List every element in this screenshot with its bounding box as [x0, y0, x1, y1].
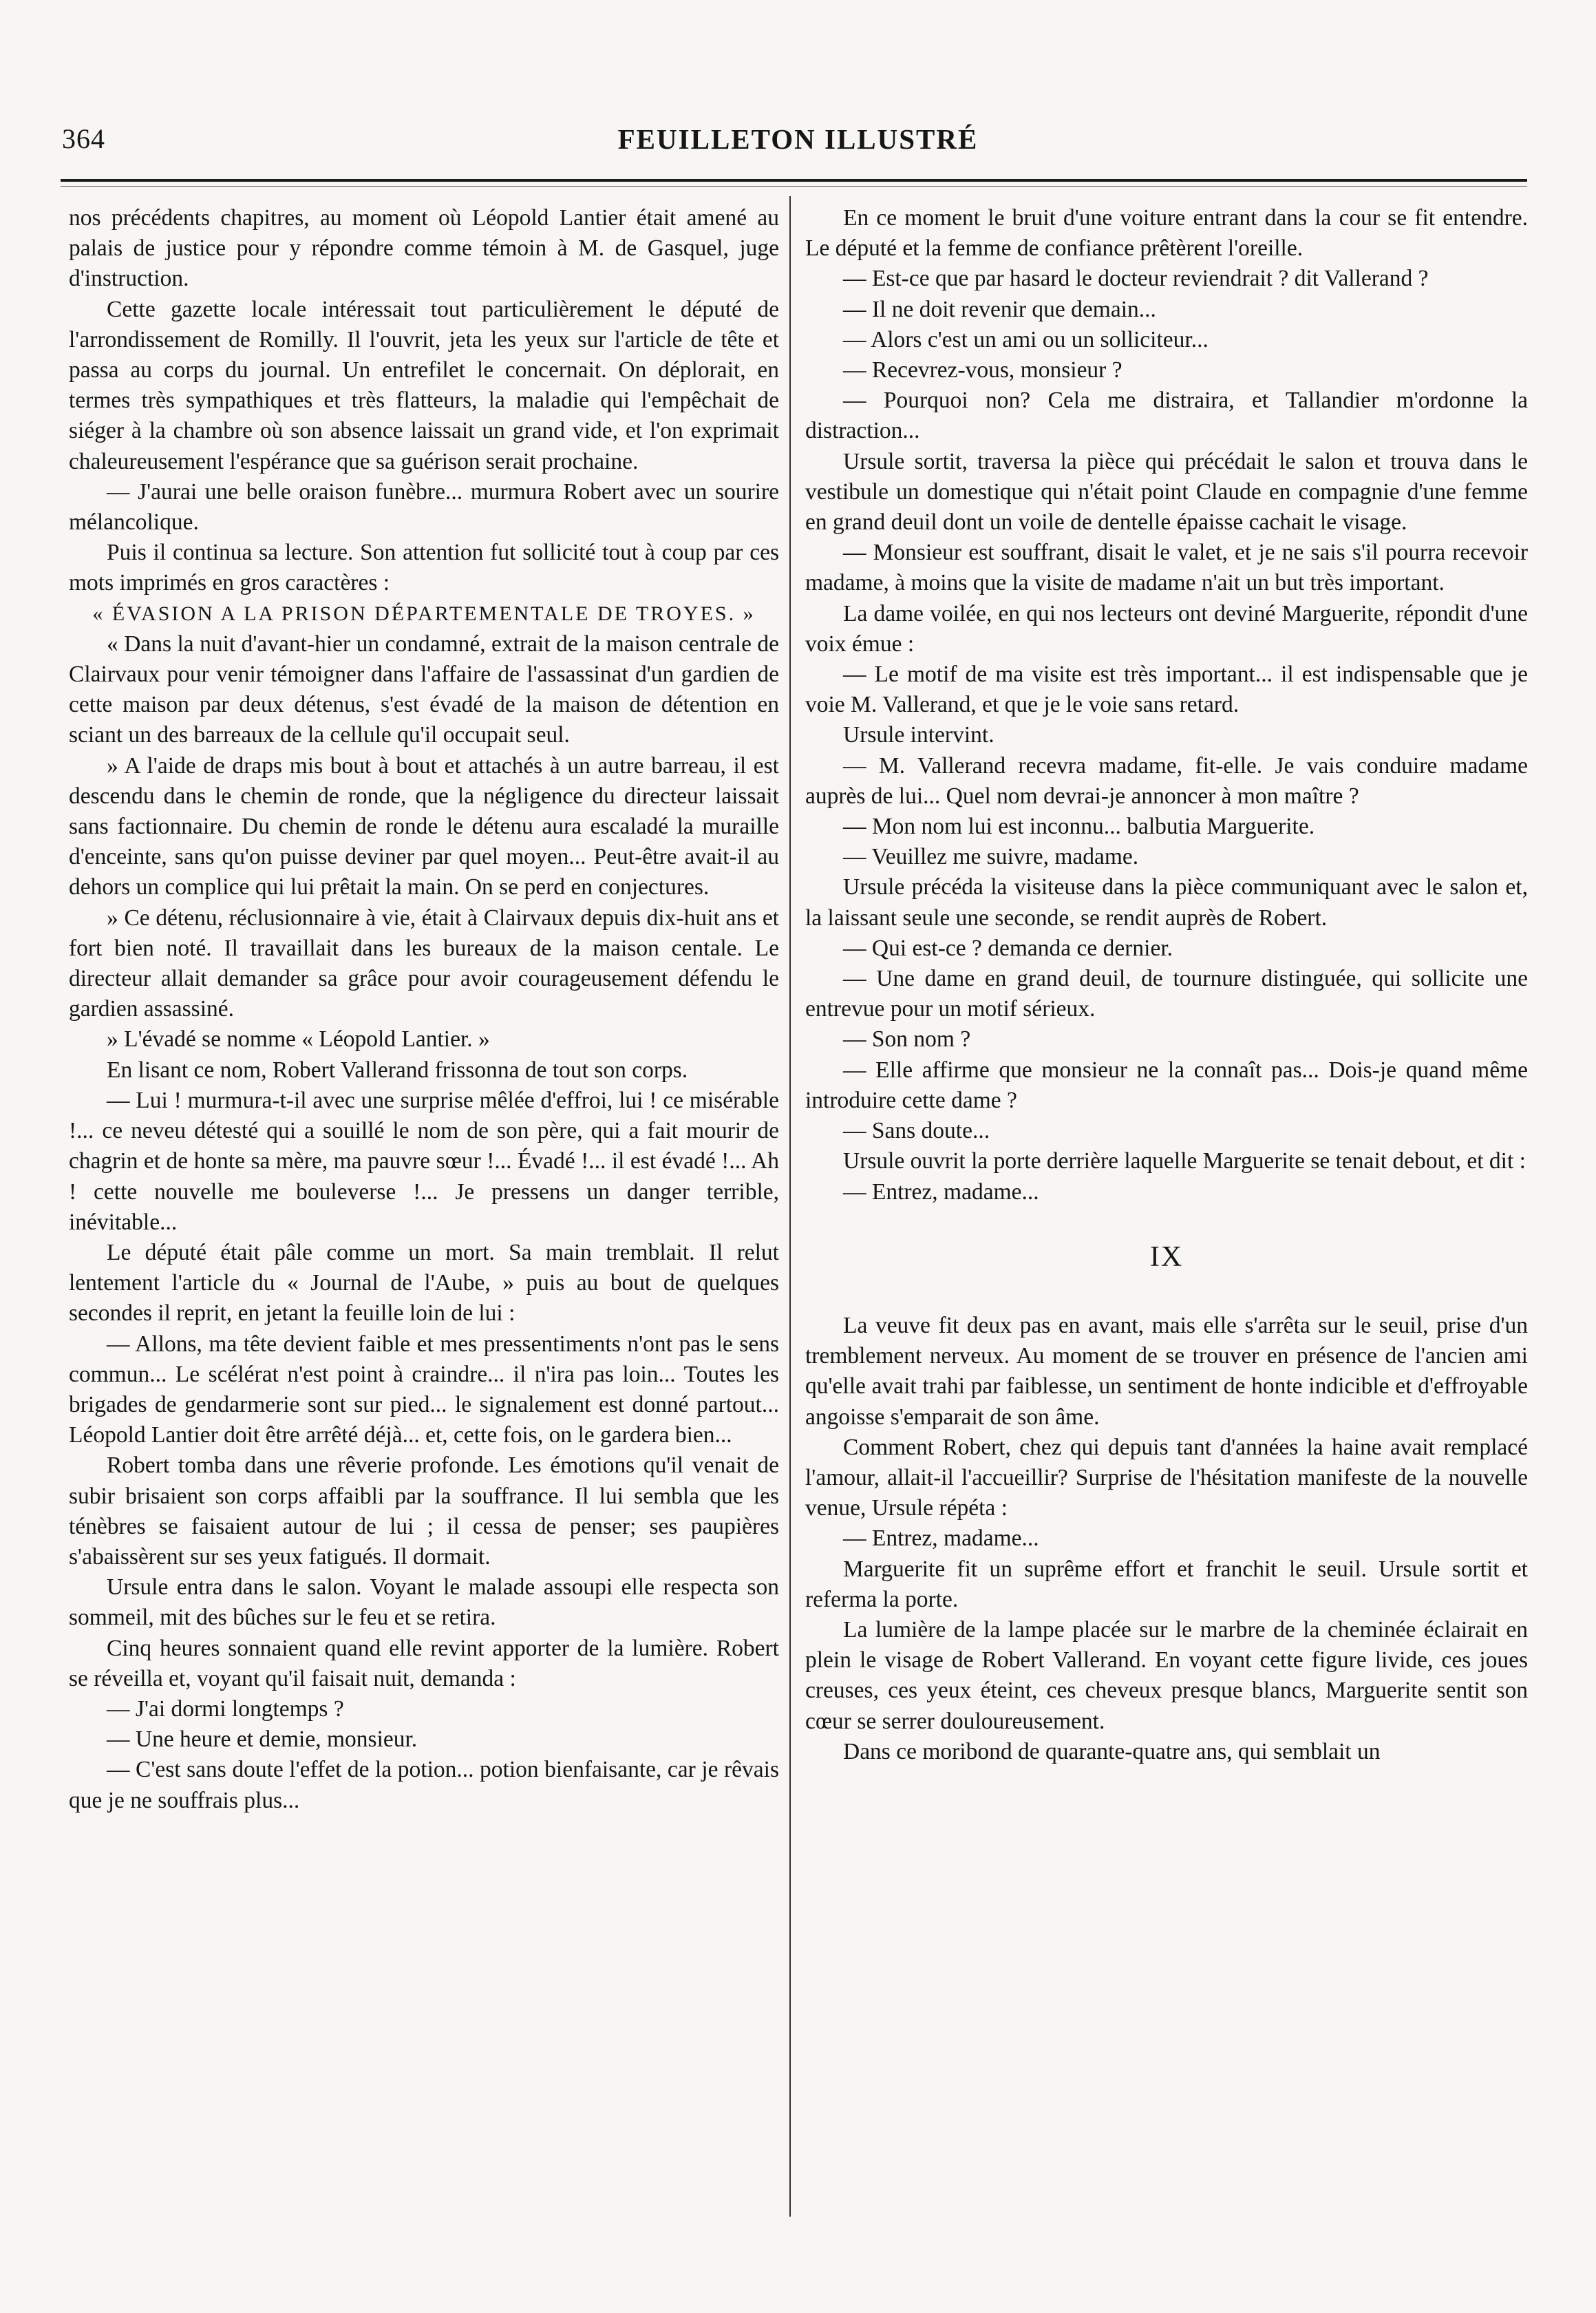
- paragraph: — Monsieur est souffrant, disait le valet, et je ne sais s'il pourra recevoir madame, à moins que la visite de madame n'ait un but très important.: [805, 540, 1528, 596]
- paragraph: Ursule entra dans le salon. Voyant le malade assoupi elle respecta son sommeil, mit des bûches sur le feu et se retira.: [69, 1574, 779, 1631]
- paragraph: La veuve fit deux pas en avant, mais elle s'arrêta sur le seuil, prise d'un tremblement nerveux. Au moment de se trouver en présence de l'ancien ami qu'elle avait trahi par faiblesse, un sentiment de honte indicible et d'effroyable angoisse s'emparait de son âme.: [805, 1312, 1528, 1430]
- left-column: [69, 203, 779, 1816]
- paragraph: La dame voilée, en qui nos lecteurs ont deviné Marguerite, répondit d'une voix émue :: [805, 600, 1528, 657]
- paragraph: — J'aurai une belle oraison funèbre... murmura Robert avec un sourire mélancolique.: [69, 478, 779, 536]
- running-title: FEUILLETON ILLUSTRÉ: [617, 123, 979, 155]
- paragraph: Ursule intervint.: [843, 722, 994, 748]
- paragraph: Cette gazette locale intéressait tout particulièrement le député de l'arrondissement de Romilly. Il l'ouvrit, jeta les yeux sur l'article de tête et passa au corps du journal. Un entrefilet le concernait. On déplorait, en termes très sympathiques et très flatteurs, la maladie qui l'empêchait de siéger à la chambre où son absence laissait un grand vide, et l'on exprimait chaleureusement l'espérance que sa guérison serait prochaine.: [69, 296, 779, 474]
- paragraph: En lisant ce nom, Robert Vallerand frissonna de tout son corps.: [107, 1057, 688, 1083]
- column-divider: [789, 196, 791, 2217]
- paragraph: — Entrez, madame...: [843, 1179, 1039, 1205]
- paragraph: — Allons, ma tête devient faible et mes pressentiments n'ont pas le sens commun... Le scélérat n'est point à craindre... il n'ira pas loin... Toutes les brigades de gendarmerie sont sur pied... le signalement est donné partout... Léopold Lantier doit être arrêté déjà... et, cette fois, on le gardera bien...: [69, 1331, 779, 1448]
- paragraph: — Il ne doit revenir que demain...: [843, 296, 1156, 322]
- paragraph: — Alors c'est un ami ou un solliciteur...: [843, 326, 1209, 352]
- paragraph: — Recevrez-vous, monsieur ?: [843, 357, 1122, 383]
- paragraph: » Ce détenu, réclusionnaire à vie, était à Clairvaux depuis dix-huit ans et fort bien noté. Il travaillait dans les bureaux de la maison centale. Le directeur allait demander sa grâce pour avoir courageusement défendu le gardien assassiné.: [69, 905, 779, 1022]
- paragraph: — Pourquoi non? Cela me distraira, et Tallandier m'ordonne la distraction...: [805, 388, 1528, 444]
- paragraph: La lumière de la lampe placée sur le marbre de la cheminée éclairait en plein le visage de Robert Vallerand. En voyant cette figure livide, ces joues creuses, ces yeux éteint, ces cheveux presque blancs, Marguerite sentit son cœur se serrer douloureusement.: [805, 1616, 1528, 1734]
- paragraph: — C'est sans doute l'effet de la potion... potion bienfaisante, car je rêvais que je ne souffrais plus...: [69, 1757, 779, 1813]
- header-rule-thin: [61, 186, 1527, 187]
- paragraph: — Une dame en grand deuil, de tournure distinguée, qui sollicite une entrevue pour un motif sérieux.: [805, 966, 1528, 1022]
- paragraph: Robert tomba dans une rêverie profonde. Les émotions qu'il venait de subir brisaient son corps affaibli par la souffrance. Il lui sembla que les ténèbres se faisaient autour de lui ; il cessa de penser; ses paupières s'abaissèrent sur ses yeux fatigués. Il dormait.: [69, 1453, 779, 1570]
- paragraph: — Est-ce que par hasard le docteur reviendrait ? dit Vallerand ?: [843, 266, 1429, 292]
- paragraph: — J'ai dormi longtemps ?: [107, 1696, 344, 1722]
- paragraph: Ursule ouvrit la porte derrière laquelle Marguerite se tenait debout, et dit :: [843, 1148, 1526, 1174]
- paragraph: — M. Vallerand recevra madame, fit-elle. Je vais conduire madame auprès de lui... Quel nom devrai-je annoncer à mon maître ?: [805, 752, 1528, 809]
- paragraph: — Veuillez me suivre, madame.: [843, 844, 1139, 870]
- paragraph: Le député était pâle comme un mort. Sa main tremblait. Il relut lentement l'article du « Journal de l'Aube, » puis au bout de quelques secondes il reprit, en jetant la feuille loin de lui :: [69, 1239, 779, 1327]
- paragraph: Ursule sortit, traversa la pièce qui précédait le salon et trouva dans le vestibule un domestique qui n'était point Claude en compagnie d'une femme en grand deuil dont un voile de dentelle épaisse cachait le visage.: [805, 448, 1528, 536]
- paragraph: — Lui ! murmura-t-il avec une surprise mêlée d'effroi, lui ! ce misérable !... ce neveu détesté qui a souillé le nom de son père, qui a fait mourir de chagrin et de honte sa mère, ma pauvre sœur !... Évadé !... il est évadé !... Ah ! cette nouvelle me bouleverse !... Je pressens un danger terrible, inévitable...: [69, 1087, 779, 1235]
- paragraph: — Entrez, madame...: [843, 1525, 1039, 1552]
- paragraph: — Son nom ?: [843, 1026, 971, 1053]
- header-rule: [61, 179, 1527, 182]
- paragraph: » L'évadé se nomme « Léopold Lantier. »: [107, 1026, 490, 1053]
- paragraph: » A l'aide de draps mis bout à bout et attachés à un autre barreau, il est descendu dans le chemin de ronde, que la négligence du directeur laissait sans factionnaire. Du chemin de ronde le détenu aura escaladé la muraille d'enceinte, sans qu'on puisse deviner par quel moyen... Peut-être avait-il au dehors un complice qui lui prêtait la main. On se perd en conjectures.: [69, 752, 779, 900]
- paragraph: Cinq heures sonnaient quand elle revint apporter de la lumière. Robert se réveilla et, voyant qu'il faisait nuit, demanda :: [69, 1635, 779, 1691]
- paragraph: — Une heure et demie, monsieur.: [107, 1726, 418, 1753]
- paragraph: — Mon nom lui est inconnu... balbutia Marguerite.: [843, 814, 1315, 840]
- paragraph: Dans ce moribond de quarante-quatre ans, qui semblait un: [843, 1738, 1381, 1764]
- page-header: [55, 123, 1541, 171]
- paragraph: En ce moment le bruit d'une voiture entrant dans la cour se fit entendre. Le député et la femme de confiance prêtèrent l'oreille.: [805, 205, 1528, 262]
- chapter-heading: IX: [1149, 1240, 1184, 1273]
- paragraph: « Dans la nuit d'avant-hier un condamné, extrait de la maison centrale de Clairvaux pour venir témoigner dans l'affaire de l'assassinat d'un gardien de cette maison par deux détenus, s'est évadé de la maison de détention en sciant un des barreaux de la cellule qu'il occupait seul.: [69, 631, 779, 748]
- right-column: [805, 203, 1528, 1767]
- paragraph: — Qui est-ce ? demanda ce dernier.: [843, 935, 1173, 961]
- paragraph: nos précédents chapitres, au moment où Léopold Lantier était amené au palais de justice pour y répondre comme témoin à M. de Gasquel, juge d'instruction.: [69, 205, 779, 292]
- paragraph: — Elle affirme que monsieur ne la connaît pas... Dois-je quand même introduire cette dame ?: [805, 1057, 1528, 1113]
- news-headline: « ÉVASION A LA PRISON DÉPARTEMENTALE DE TROYES. »: [92, 602, 756, 625]
- paragraph: — Sans doute...: [843, 1118, 990, 1144]
- paragraph: Ursule précéda la visiteuse dans la pièce communiquant avec le salon et, la laissant seule une seconde, se rendit auprès de Robert.: [805, 874, 1528, 931]
- paragraph: Comment Robert, chez qui depuis tant d'années la haine avait remplacé l'amour, allait-il l'accueillir? Surprise de l'hésitation manifeste de la nouvelle venue, Ursule répéta :: [805, 1434, 1528, 1521]
- paragraph: Puis il continua sa lecture. Son attention fut sollicité tout à coup par ces mots imprimés en gros caractères :: [69, 540, 779, 596]
- page-number: 364: [62, 123, 105, 154]
- paragraph: — Le motif de ma visite est très important... il est indispensable que je voie M. Vallerand, et que je le voie sans retard.: [805, 662, 1528, 718]
- paragraph: Marguerite fit un suprême effort et franchit le seuil. Ursule sortit et referma la porte.: [805, 1556, 1528, 1612]
